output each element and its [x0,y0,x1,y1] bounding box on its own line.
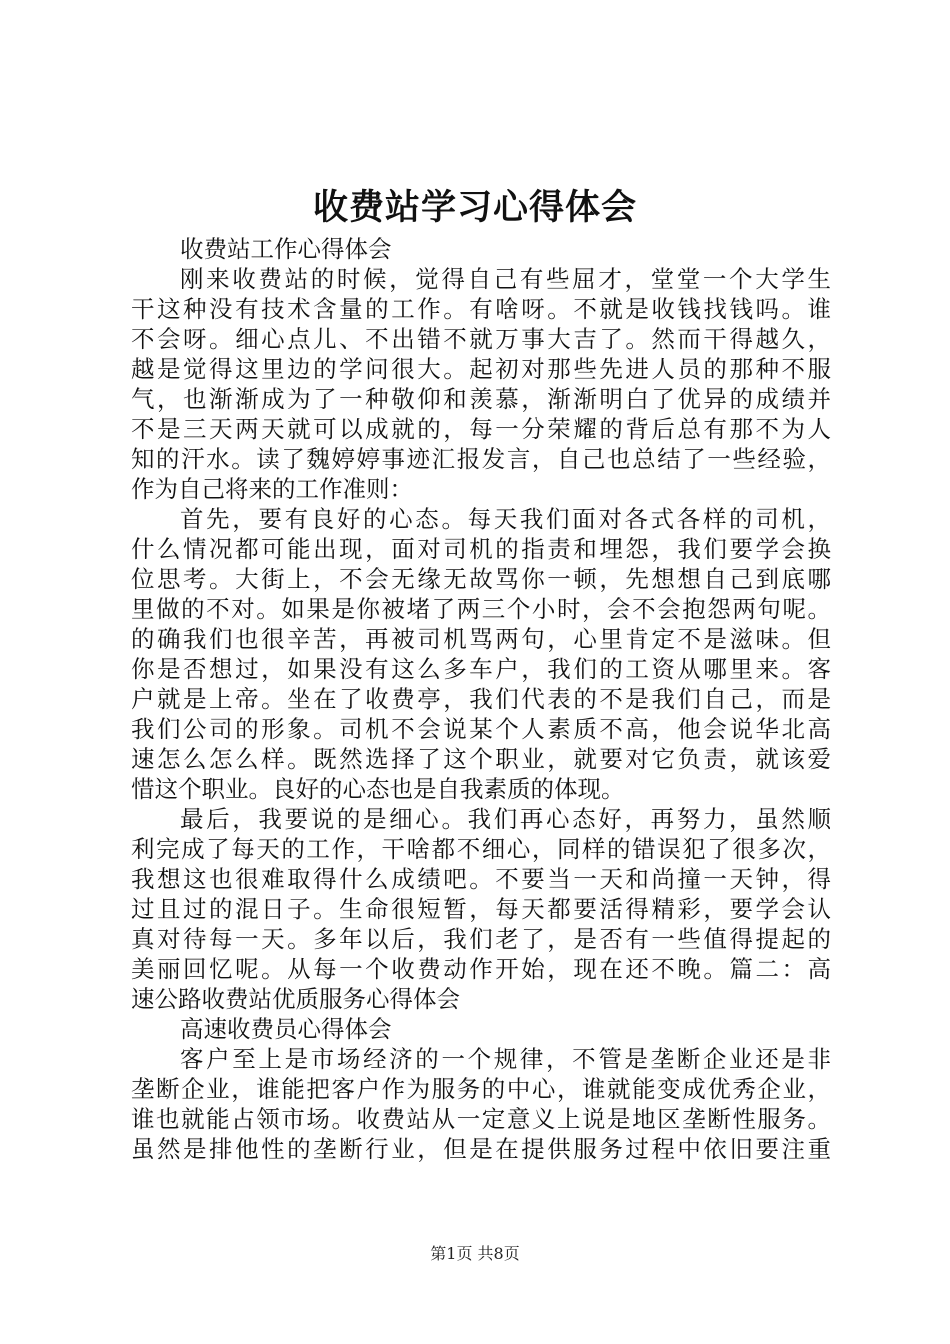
text-line: 我想这也很难取得什么成绩吧。不要当一天和尚撞一天钟，得 [131,865,831,893]
text-line: 虽然是排他性的垄断行业，但是在提供服务过程中依旧要注重 [131,1135,831,1163]
document-title: 收费站学习心得体会 [312,188,637,228]
text-line: 真对待每一天。多年以后，我们老了，是否有一些值得提起的 [131,925,831,953]
text-line: 位思考。大街上，不会无缘无故骂你一顿，先想想自己到底哪 [131,565,831,593]
text-line: 首先，要有良好的心态。每天我们面对各式各样的司机， [180,505,831,533]
text-line: 我们公司的形象。司机不会说某个人素质不高，他会说华北高 [131,715,831,743]
text-line: 不会呀。细心点儿、不出错不就万事大吉了。然而干得越久， [131,325,831,353]
text-line: 气，也渐渐成为了一种敬仰和羡慕，渐渐明白了优异的成绩并 [131,385,831,413]
text-line: 什么情况都可能出现，面对司机的指责和埋怨，我们要学会换 [131,535,831,563]
text-line: 收费站工作心得体会 [180,235,392,263]
text-line: 知的汗水。读了魏婷婷事迹汇报发言，自己也总结了一些经验， [131,445,831,473]
text-line: 里做的不对。如果是你被堵了两三个小时，会不会抱怨两句呢。 [131,595,831,623]
text-line: 不是三天两天就可以成就的，每一分荣耀的背后总有那不为人 [131,415,831,443]
text-line: 美丽回忆呢。从每一个收费动作开始，现在还不晚。篇二：高 [131,955,831,983]
text-line: 高速收费员心得体会 [180,1015,392,1043]
text-line: 刚来收费站的时候，觉得自己有些屈才，堂堂一个大学生 [180,265,831,293]
text-line: 谁也就能占领市场。收费站从一定意义上说是地区垄断性服务。 [131,1105,831,1133]
text-line: 最后，我要说的是细心。我们再心态好，再努力，虽然顺 [180,805,831,833]
text-line: 垄断企业，谁能把客户作为服务的中心，谁就能变成优秀企业， [131,1075,831,1103]
text-line: 速公路收费站优质服务心得体会 [131,985,460,1013]
text-line: 的确我们也很辛苦，再被司机骂两句，心里肯定不是滋味。但 [131,625,831,653]
text-line: 户就是上帝。坐在了收费亭，我们代表的不是我们自己，而是 [131,685,831,713]
text-line: 利完成了每天的工作，干啥都不细心，同样的错误犯了很多次， [131,835,831,863]
text-line: 越是觉得这里边的学问很大。起初对那些先进人员的那种不服 [131,355,831,383]
text-line: 你是否想过，如果没有这么多车户，我们的工资从哪里来。客 [131,655,831,683]
text-line: 惜这个职业。良好的心态也是自我素质的体现。 [131,775,625,803]
page-footer: 第1页 共8页 [430,1244,520,1263]
text-line: 过且过的混日子。生命很短暂，每天都要活得精彩，要学会认 [131,895,831,923]
document-body [131,234,831,1164]
text-line: 作为自己将来的工作准则： [131,475,413,503]
text-line: 干这种没有技术含量的工作。有啥呀。不就是收钱找钱吗。谁 [131,295,831,323]
text-line: 客户至上是市场经济的一个规律，不管是垄断企业还是非 [180,1045,831,1073]
text-line: 速怎么怎么样。既然选择了这个职业，就要对它负责，就该爱 [131,745,831,773]
